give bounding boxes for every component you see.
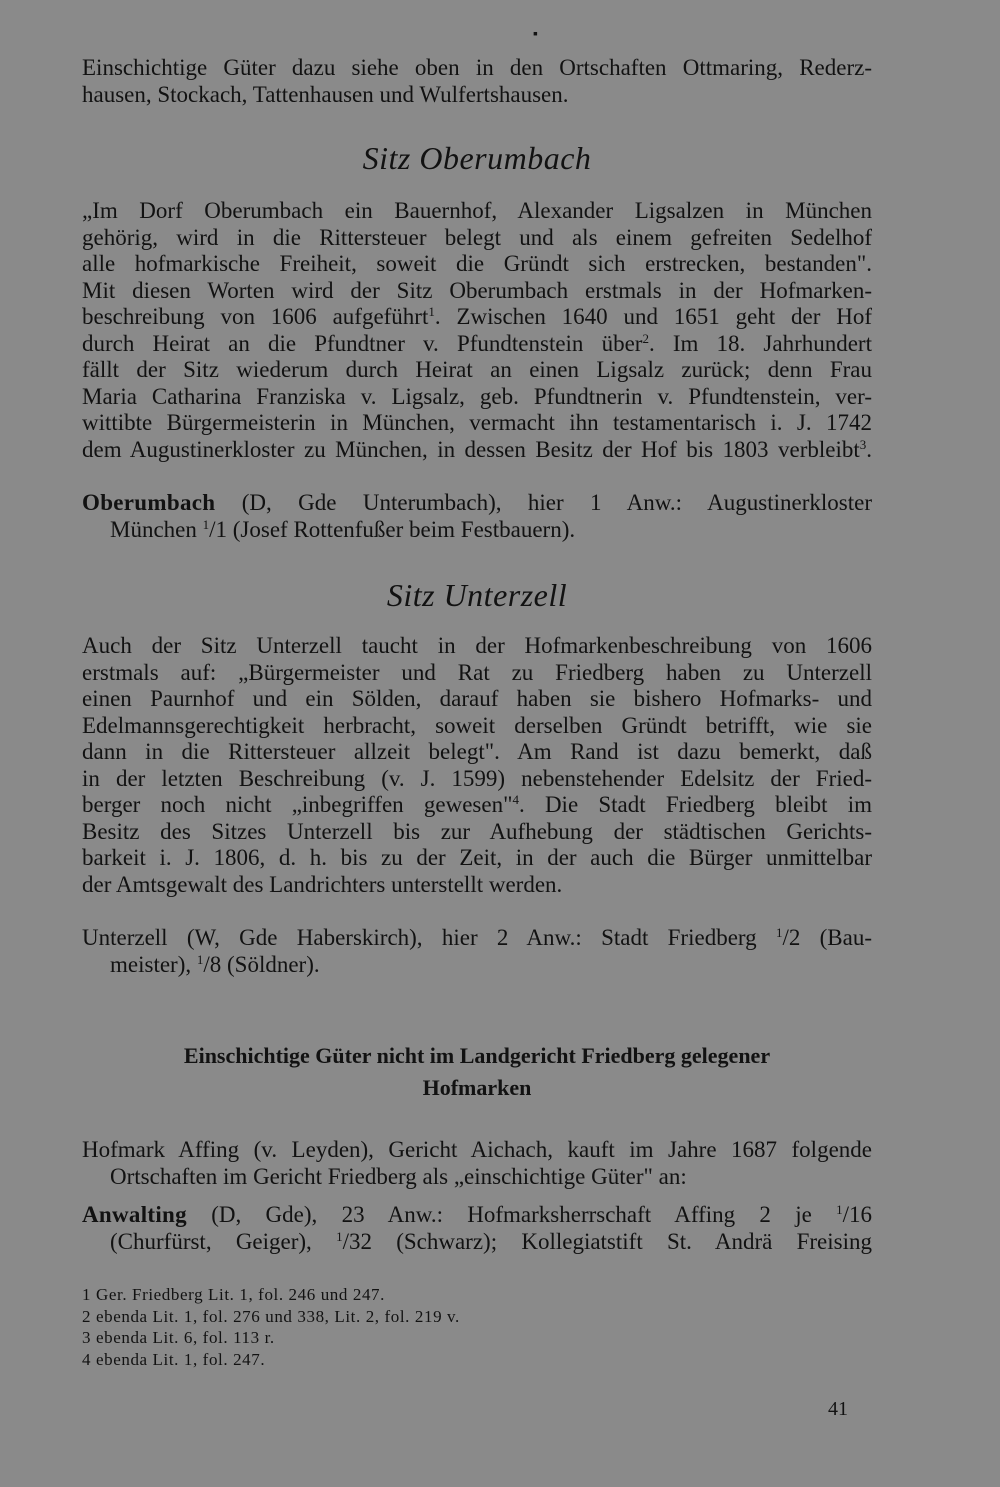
footnote: [82, 1349, 682, 1371]
text-line: fällt der Sitz wiederum durch Heirat an einen Ligsalz zurück; denn Frau: [82, 357, 872, 382]
text-run: (Churfürst, Geiger),: [110, 1228, 337, 1254]
entry-line: [82, 517, 872, 544]
fraction-numerator: 1: [202, 516, 210, 532]
oberumbach-entry: [82, 490, 872, 543]
footnote-text: ebenda Lit. 6, fol. 113 r.: [95, 1328, 275, 1347]
footnote: [82, 1306, 682, 1328]
footnote-ref-2: 2: [642, 330, 649, 346]
entry-line: [82, 952, 872, 979]
text-line: der Amtsgewalt des Landrichters unterstellt werden.: [82, 871, 563, 897]
footnote-number: 3: [82, 1328, 92, 1347]
fraction-numerator: 1: [196, 951, 204, 967]
text-line: gehörig, wird in die Rittersteuer belegt und als einem gefreiten Sedelhof: [82, 224, 872, 250]
entry-line: [82, 1229, 872, 1256]
section-heading-einschichtige: [82, 1040, 872, 1104]
text-run: Unterzell (W, Gde Haberskirch), hier 2 Anw.: Stadt Friedberg: [82, 925, 776, 950]
intro-paragraph: [82, 55, 872, 108]
heading-line: Hofmarken: [422, 1075, 532, 1100]
text-run: . Die Stadt Friedberg bleibt im: [518, 792, 872, 817]
top-mark: ▪: [533, 27, 538, 42]
footnote-number: 2: [82, 1306, 92, 1326]
footnote: [82, 1327, 682, 1349]
unterzell-paragraph: [82, 633, 872, 898]
text-line: in der letzten Beschreibung (v. J. 1599) nebenstehender Edelsitz der Fried-: [82, 765, 872, 791]
fraction-numerator: 1: [775, 925, 783, 940]
footnote-text: ebenda Lit. 1, fol. 247.: [95, 1349, 266, 1369]
text-run: (Schwarz); Kollegiatstift St. Andrä Freising: [371, 1228, 872, 1254]
text-run: meister),: [110, 951, 197, 977]
entry-line: [82, 925, 872, 952]
text-line: wittibte Bürgermeisterin in München, vermacht ihn testamentarisch i. J. 1742: [82, 410, 872, 435]
text-run: dem Augustinerkloster zu München, in dessen Besitz der Hof bis 1803 verbleibt: [82, 436, 860, 462]
text-line: alle hofmarkische Freiheit, soweit die Gründt sich erstrecken, bestanden".: [82, 251, 872, 276]
entry-lead: Oberumbach: [82, 490, 216, 515]
oberumbach-paragraph: [82, 198, 872, 463]
entry-line: [82, 1202, 872, 1229]
text-run: durch Heirat an die Pfundtner v. Pfundtenstein über: [82, 330, 643, 356]
text-line: erstmals auf: „Bürgermeister und Rat zu Friedberg haben zu Unterzell: [82, 659, 872, 685]
text-line: Maria Catharina Franziska v. Ligsalz, geb. Pfundtnerin v. Pfundtenstein, ver-: [82, 383, 872, 409]
footnote-ref-1: 1: [428, 304, 435, 319]
fraction-numerator: 1: [836, 1202, 843, 1217]
text-line: barkeit i. J. 1806, d. h. bis zu der Zeit, in der auch die Bürger unmittelbar: [82, 845, 872, 870]
text-run: .: [866, 436, 872, 462]
section-heading-oberumbach: Sitz Oberumbach: [362, 140, 592, 176]
text-line: [82, 437, 872, 464]
text-line: Edelmannsgerechtigkeit herbracht, soweit derselben Gründt betrifft, wie sie: [82, 712, 872, 738]
text-run: München: [110, 516, 203, 542]
text-line: „Im Dorf Oberumbach ein Bauernhof, Alexander Ligsalzen in München: [82, 198, 872, 223]
fraction-denominator: /32: [342, 1228, 372, 1254]
einschichtige-paragraph: [82, 1137, 872, 1190]
text-line: Auch der Sitz Unterzell taucht in der Hofmarkenbeschreibung von 1606: [82, 633, 872, 658]
text-line: Besitz des Sitzes Unterzell bis zur Aufhebung der städtischen Gerichts-: [82, 818, 872, 844]
text-line: Mit diesen Worten wird der Sitz Oberumbach erstmals in der Hofmarken-: [82, 277, 872, 303]
entry-line: [82, 490, 872, 517]
text-run: berger noch nicht „inbegriffen gewesen": [82, 792, 513, 817]
text-run: (D, Gde Unterumbach), hier 1 Anw.: Augustinerkloster: [215, 490, 872, 515]
text-line: Einschichtige Güter dazu siehe oben in den Ortschaften Ottmaring, Rederz-: [82, 55, 872, 80]
text-line: [82, 792, 872, 819]
anwalting-entry: [82, 1202, 872, 1255]
text-run: (Söldner).: [221, 951, 320, 977]
heading-line: Einschichtige Güter nicht im Landgericht Friedberg gelegener: [183, 1043, 771, 1068]
footnote-text: Ger. Friedberg Lit. 1, fol. 246 und 247.: [95, 1285, 386, 1304]
fraction-denominator: /16: [842, 1202, 872, 1227]
footnote-ref-3: 3: [859, 436, 867, 452]
fraction-denominator: /8: [203, 951, 222, 977]
fraction-denominator: /2: [782, 925, 801, 950]
text-run: beschreibung von 1606 aufgeführt: [82, 304, 429, 329]
text-run: . Zwischen 1640 und 1651 geht der Hof: [434, 304, 872, 329]
footnotes: [82, 1284, 682, 1370]
footnote-text: ebenda Lit. 1, fol. 276 und 338, Lit. 2, fol. 219 v.: [95, 1306, 460, 1326]
footnote: [82, 1284, 682, 1306]
entry-lead: Anwalting: [82, 1202, 187, 1227]
text-line: [82, 331, 872, 358]
text-line: Hofmark Affing (v. Leyden), Gericht Aichach, kauft im Jahre 1687 folgende: [82, 1137, 872, 1162]
footnote-number: 4: [82, 1349, 92, 1369]
text-line: einen Paurnhof und ein Sölden, darauf haben sie bishero Hofmarks- und: [82, 686, 872, 711]
text-line: Ortschaften im Gericht Friedberg als „einschichtige Güter" an:: [110, 1163, 687, 1189]
fraction-numerator: 1: [336, 1228, 343, 1244]
text-run: (Josef Rottenfußer beim Festbauern).: [227, 516, 576, 542]
text-run: (Bau-: [800, 925, 872, 950]
section-heading-unterzell: Sitz Unterzell: [386, 577, 568, 613]
fraction-denominator: /1: [209, 516, 228, 542]
text-line: dann in die Rittersteuer allzeit belegt". Am Rand ist dazu bemerkt, daß: [82, 739, 872, 764]
footnote-number: 1: [82, 1285, 92, 1304]
unterzell-entry: [82, 925, 872, 978]
footnote-ref-4: 4: [512, 792, 519, 807]
page-number: 41: [828, 1398, 848, 1420]
text-run: . Im 18. Jahrhundert: [648, 330, 872, 356]
text-line: [82, 304, 872, 331]
text-line: hausen, Stockach, Tattenhausen und Wulfertshausen.: [82, 81, 569, 107]
text-run: (D, Gde), 23 Anw.: Hofmarksherrschaft Affing 2 je: [186, 1202, 837, 1227]
